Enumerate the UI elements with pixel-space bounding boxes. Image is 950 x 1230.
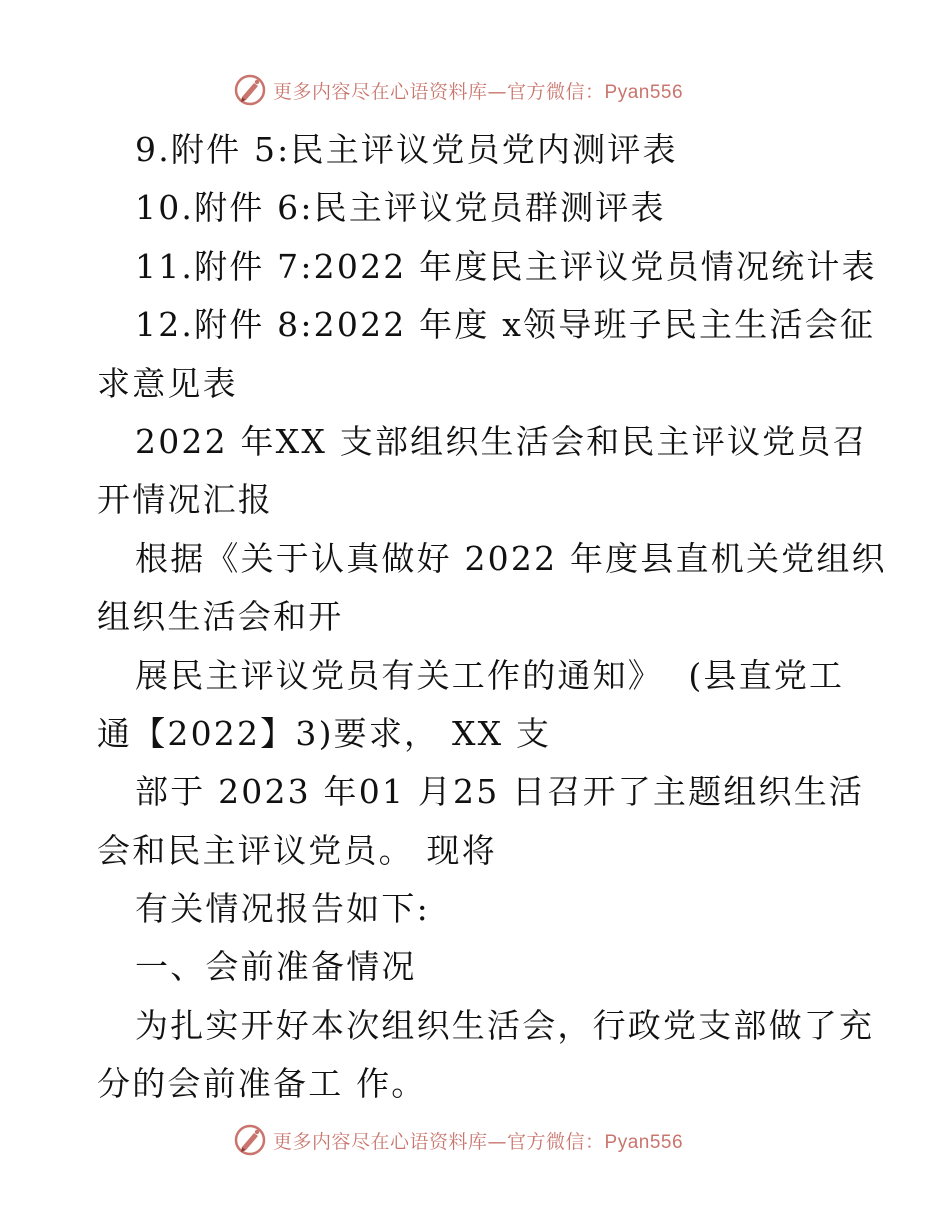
pen-logo-icon <box>233 1123 267 1157</box>
text-line: 12.附件 8:2022 年度 x领导班子民主生活会征 <box>135 305 876 345</box>
watermark-header <box>233 70 683 110</box>
text-line: 9.附件 5:民主评议党员党内测评表 <box>135 130 678 169</box>
text-line: 分的会前准备工 作。 <box>97 1064 427 1104</box>
text-line: 有关情况报告如下: <box>135 889 430 929</box>
pen-logo-icon <box>233 73 267 107</box>
text-line: 开情况汇报 <box>97 480 273 520</box>
text-line: 会和民主评议党员。 现将 <box>97 830 497 870</box>
watermark-footer <box>233 1120 683 1160</box>
document-body <box>97 121 887 1114</box>
text-line: 11.附件 7:2022 年度民主评议党员情况统计表 <box>135 246 877 286</box>
text-line: 组织生活会和开 <box>97 597 344 637</box>
watermark-text: 更多内容尽在心语资料库—官方微信：Pyan556 <box>273 1130 684 1153</box>
text-line: 求意见表 <box>97 363 238 403</box>
text-line: 部于 2023 年01 月25 日召开了主题组织生活 <box>135 772 865 812</box>
text-line: 10.附件 6:民主评议党员群测评表 <box>135 188 666 228</box>
text-line: 为扎实开好本次组织生活会，行政党支部做了充 <box>135 1005 875 1045</box>
text-line: 根据《关于认真做好 2022 年度县直机关党组织 <box>135 538 887 578</box>
text-line: 通【2022】3)要求， XX 支 <box>97 713 552 753</box>
text-line: 2022 年XX 支部组织生活会和民主评议党员召 <box>135 421 868 461</box>
text-line: 展民主评议党员有关工作的通知》 (县直党工 <box>135 655 845 695</box>
text-line: 一、会前准备情况 <box>135 947 417 987</box>
watermark-text: 更多内容尽在心语资料库—官方微信：Pyan556 <box>273 80 684 103</box>
